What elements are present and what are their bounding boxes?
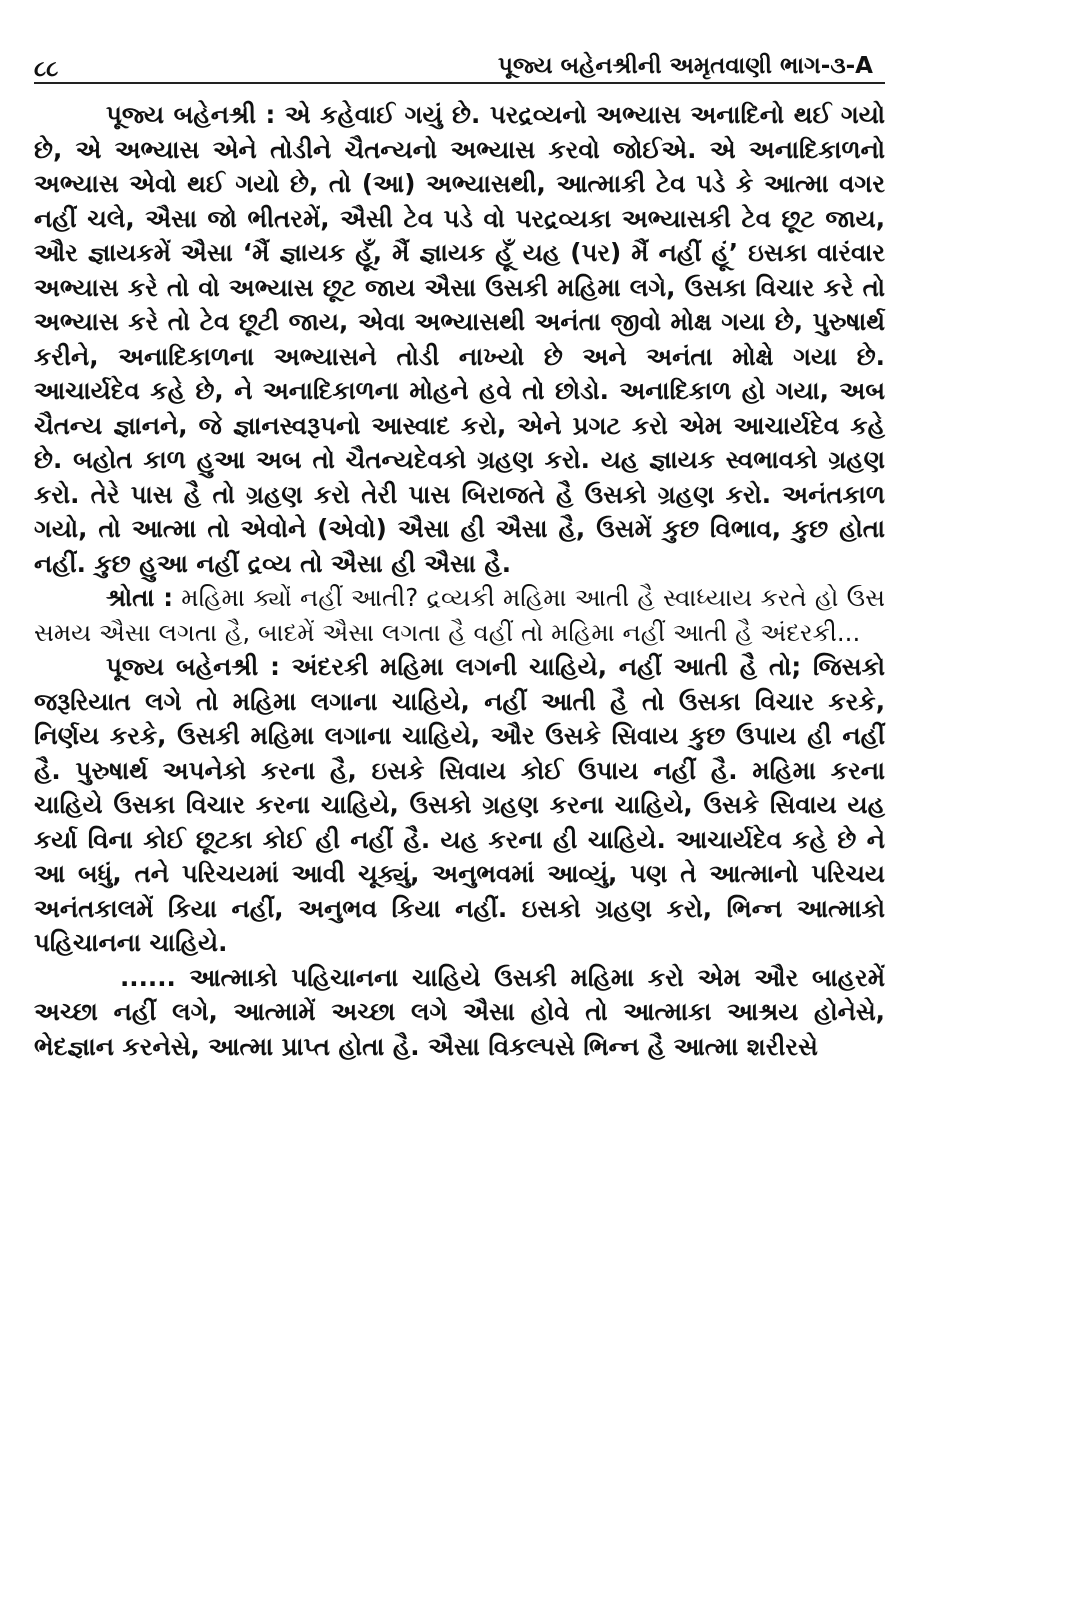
paragraph-bahenshri-1 (34, 98, 885, 581)
speaker-label: પૂજ્ય બહેનશ્રી : (106, 100, 276, 129)
page-header (34, 40, 885, 84)
page-body (34, 98, 885, 1064)
running-title: પૂજ્ય બહેનશ્રીની અમૃતવાણી ભાગ-૩-A (498, 53, 873, 79)
page-number: ૮૮ (34, 57, 59, 82)
paragraph-continuation (34, 961, 885, 1065)
speaker-label: શ્રોતા : (106, 583, 174, 612)
document-page (34, 40, 885, 1064)
speaker-label: પૂજ્ય બહેનશ્રી : (106, 652, 280, 681)
paragraph-shrota (34, 581, 885, 650)
paragraph-text: ...... આત્માકો પહિચાનના ચાહિયે ઉસકી મહિમા કરો એમ ઔર બાહરમેં અચ્છા નહીં લગે, આત્મામેં અચ્છા લગે ઐસા હોવે તો આત્માકા આશ્રય હોનેસે, ભેદજ્ઞાન કરનેસે, આત્મા પ્રાપ્ત હોતા હૈ. ઐસા વિકલ્પસે ભિન્ન હૈ આત્મા શરીરસે (34, 962, 885, 1061)
paragraph-bahenshri-2 (34, 650, 885, 961)
paragraph-text: મહિમા ક્યોં નહીં આતી? દ્રવ્યકી મહિમા આતી હૈ સ્વાધ્યાય કરતે હો ઉસ સમય ઐસા લગતા હૈ, બાદમેં ઐસા લગતા હૈ વહીં તો મહિમા નહીં આતી હૈ અંદરકી... (34, 583, 885, 647)
paragraph-text: અંદરકી મહિમા લગની ચાહિયે, નહીં આતી હૈ તો; જિસકો જરૂરિયાત લગે તો મહિમા લગાના ચાહિયે, નહીં આતી હૈ તો ઉસકા વિચાર કરકે, નિર્ણય કરકે, ઉસકી મહિમા લગાના ચાહિયે, ઔર ઉસકે સિવાય કુછ ઉપાય હી નહીં હૈ. પુરુષાર્થ અપનેકો કરના હૈ, ઇસકે સિવાય કોઈ ઉપાય નહીં હૈ. મહિમા કરના ચાહિયે ઉસકા વિચાર કરના ચાહિયે, ઉસકો ગ્રહણ કરના ચાહિયે, ઉસકે સિવાય યહ કર્યા વિના કોઈ છૂટકા કોઈ હી નહીં હૈ. યહ કરના હી ચાહિયે. આચાર્યદેવ કહે છે ને આ બધું, તને પરિચયમાં આવી ચૂક્યું, અનુભવમાં આવ્યું, પણ તે આત્માનો પરિચય અનંતકાલમેં કિયા નહીં, અનુભવ કિયા નહીં. ઇસકો ગ્રહણ કરો, ભિન્ન આત્માકો પહિચાનના ચાહિયે. (34, 652, 885, 957)
paragraph-text: એ કહેવાઈ ગયું છે. પરદ્રવ્યનો અભ્યાસ અનાદિનો થઈ ગયો છે, એ અભ્યાસ એને તોડીને ચૈતન્યનો અભ્યાસ કરવો જોઈએ. એ અનાદિકાળનો અભ્યાસ એવો થઈ ગયો છે, તો (આ) અભ્યાસથી, આત્માકી ટેવ પડે કે આત્મા વગર નહીં ચલે, ઐસા જો ભીતરમેં, ઐસી ટેવ પડે વો પરદ્રવ્યકા અભ્યાસકી ટેવ છૂટ જાય, ઔર જ્ઞાયકમેં ઐસા ‘મૈં જ્ઞાયક હૂઁ, મૈં જ્ઞાયક હૂઁ યહ (પર) મૈં નહીં હૂં’ ઇસકા વારંવાર અભ્યાસ કરે તો વો અભ્યાસ છૂટ જાય ઐસા ઉસકી મહિમા લગે, ઉસકા વિચાર કરે તો અભ્યાસ કરે તો ટેવ છૂટી જાય, એવા અભ્યાસથી અનંતા જીવો મોક્ષ ગયા છે, પુરુષાર્થ કરીને, અનાદિકાળના અભ્યાસને તોડી નાખ્યો છે અને અનંતા મોક્ષે ગયા છે. આચાર્યદેવ કહે છે, ને અનાદિકાળના મોહને હવે તો છોડો. અનાદિકાળ હો ગયા, અબ ચૈતન્ય જ્ઞાનને, જે જ્ઞાનસ્વરૂપનો આસ્વાદ કરો, એને પ્રગટ કરો એમ આચાર્યદેવ કહે છે. બહોત કાળ હુઆ અબ તો ચૈતન્યદેવકો ગ્રહણ કરો. યહ જ્ઞાયક સ્વભાવકો ગ્રહણ કરો. તેરે પાસ હૈ તો ગ્રહણ કરો તેરી પાસ બિરાજતે હૈ ઉસકો ગ્રહણ કરો. અનંતકાળ ગયો, તો આત્મા તો એવોને (એવો) ઐસા હી ઐસા હૈ, ઉસમેં કુછ વિભાવ, કુછ હોતા નહીં. કુછ હુઆ નહીં દ્રવ્ય તો ઐસા હી ઐસા હૈ. (34, 100, 885, 578)
